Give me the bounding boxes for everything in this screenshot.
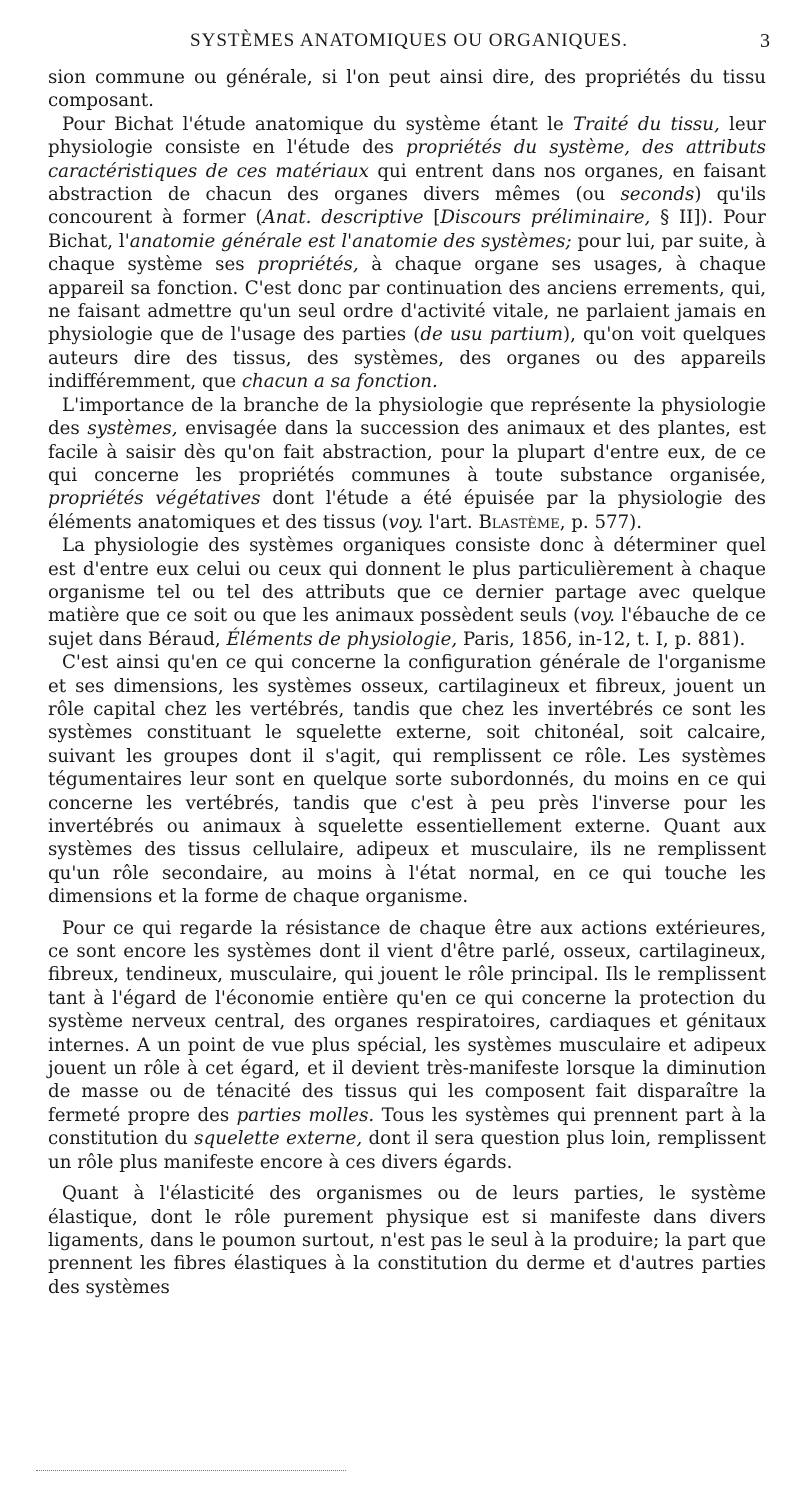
text-run: L'importance de la branche de la physiologie que représente la physiologie des: [48, 394, 766, 440]
paragraph-3: [48, 394, 766, 534]
text-run: C'est ainsi qu'en ce qui concerne la configuration générale de l'organisme et ses dimensions, les systèmes osseux, cartilagineux et fibreux, jouent un rôle capital chez les vertébrés, tandis que chez les invertébrés ce sont les systèmes constituant le squelette externe, soit chitonéal, soit calcaire, suivant les groupes dont il s'agit, qui remplissent ce rôle. Les systèmes tégumentaires leur sont en quelque sorte subordonnés, du moins en ce qui concerne les vertébrés, tandis que c'est à peu près l'inverse pour les invertébrés ou animaux à squelette essentiellement externe. Quant aux systèmes des tissus cellulaire, adipeux et musculaire, ils ne remplissent qu'un rôle secondaire, au moins à l'état normal, en ce qui touche les dimensions et la forme de chaque organisme.: [48, 652, 766, 908]
paragraph-1: [48, 66, 766, 113]
text-run: chacun a sa fonction.: [241, 371, 438, 393]
text-run: Pour ce qui regarde la résistance de chaque être aux actions extérieures, ce sont encore les systèmes dont il vient d'être parlé, osseux, cartilagineux, fibreux, tendineux, musculaire, qui jouent le rôle principal. Ils le remplissent tant à l'égard de l'économie entière qu'en ce qui concerne la protection du système nerveux central, des organes respiratoires, cardiaques et génitaux internes. A un point de vue plus spécial, les systèmes musculaire et adipeux jouent un rôle à cet égard, et il devient très-manifeste lorsque la diminution de masse ou de ténacité des tissus qui les composent fait disparaître la fermeté propre des: [48, 917, 766, 1126]
text-run: dont il sera question plus loin, remplissent un rôle plus manifeste encore à ces divers égards.: [48, 1128, 766, 1173]
text-run: leur physiologie consiste en l'étude des: [48, 113, 767, 159]
paragraph-7: [48, 1182, 766, 1299]
text-run: pour lui, par suite, à chaque système ses: [48, 230, 766, 276]
text-run: Blastème: [478, 511, 560, 533]
text-run: seconds: [620, 184, 695, 206]
paragraph-2: [48, 113, 766, 394]
text-run: Traité du tissu,: [573, 113, 720, 135]
text-run: Quant à l'élasticité des organismes ou de leurs parties, le système élastique, dont le rôle purement physique est si manifeste dans divers ligaments, dans le poumon surtout, n'est pas le seul à la produire; la part que prennent les fibres élastiques à la constitution du derme et d'autres parties des systèmes: [48, 1183, 766, 1298]
text-run: envisagée dans la succession des animaux et des plantes, est facile à saisir dès qu'on fait abstraction, pour la plupart d'entre eux, de ce qui concerne les propriétés communes à toute substance organisée,: [48, 418, 766, 486]
text-run: propriétés végétatives: [48, 488, 261, 510]
text-run: à chaque organe ses usages, à chaque appareil sa fonction. C'est donc par continuation des anciens errements, qui, ne faisant admettre qu'un seul ordre d'activité vitale, ne parlaient jamais en physiologie que de l'usage des parties (: [48, 254, 766, 346]
text-run: ), qu'on voit quelques auteurs dire des tissus, des systèmes, des organes ou des appareils indifféremment, que: [48, 324, 766, 393]
text-run: sion commune ou générale, si l'on peut ainsi dire, des propriétés du tissu composant.: [48, 67, 766, 112]
text-run: Éléments de physiologie,: [226, 628, 458, 650]
paragraph-5: [48, 651, 766, 908]
text-run: § II]). Pour Bichat, l': [48, 207, 766, 252]
text-run: [: [423, 207, 441, 229]
text-run: propriétés du système, des attributs caractéristiques de ces matériaux: [48, 137, 766, 182]
paragraph-6: [48, 917, 766, 1174]
text-run: squelette externe,: [194, 1128, 363, 1150]
text-run: anatomie générale est l'anatomie des systèmes;: [129, 230, 572, 252]
text-run: l'ébauche de ce sujet dans Béraud,: [48, 605, 766, 650]
text-run: Tous les systèmes qui prennent part à la constitution du: [48, 1104, 766, 1150]
text-run: Pour Bichat l'étude anatomique du système étant le: [62, 113, 573, 135]
text-run: La physiologie des systèmes organiques consiste donc à déterminer quel est d'entre eux celui ou ceux qui donnent le plus particulièrement à chaque organisme tel ou tel des attributs que ce dernier partage avec quelque matière que ce soit ou que les animaux possèdent seuls (: [48, 535, 766, 627]
running-title: SYSTÈMES ANATOMIQUES OU ORGANIQUES.: [190, 30, 628, 51]
text-run: , p. 577).: [559, 511, 643, 533]
text-run: dont l'étude a été épuisée par la physiologie des éléments anatomiques et des tissus (: [48, 488, 766, 533]
footer-dotted-rule: [36, 1470, 346, 1471]
text-run: Paris, 1856, in-12, t. I, p. 881).: [457, 628, 746, 650]
page-number: 3: [760, 30, 770, 52]
paragraph-4: [48, 534, 766, 651]
body-text: [48, 66, 766, 1299]
page-header: [48, 30, 770, 60]
text-run: Discours préliminaire,: [440, 207, 651, 229]
text-run: voy.: [388, 511, 424, 533]
text-run: Anat. descriptive: [262, 207, 424, 229]
text-run: propriétés,: [257, 254, 359, 276]
text-run: systèmes,: [87, 418, 178, 440]
text-run: de usu partium: [420, 324, 563, 346]
text-run: qui entrent dans nos organes, en faisant abstraction de chacun des organes divers mêmes (ou: [48, 160, 766, 206]
text-run: l'art.: [423, 511, 479, 533]
text-run: parties molles.: [236, 1104, 375, 1126]
text-run: ) qu'ils concourent à former (: [48, 184, 767, 229]
text-run: voy.: [580, 605, 616, 627]
